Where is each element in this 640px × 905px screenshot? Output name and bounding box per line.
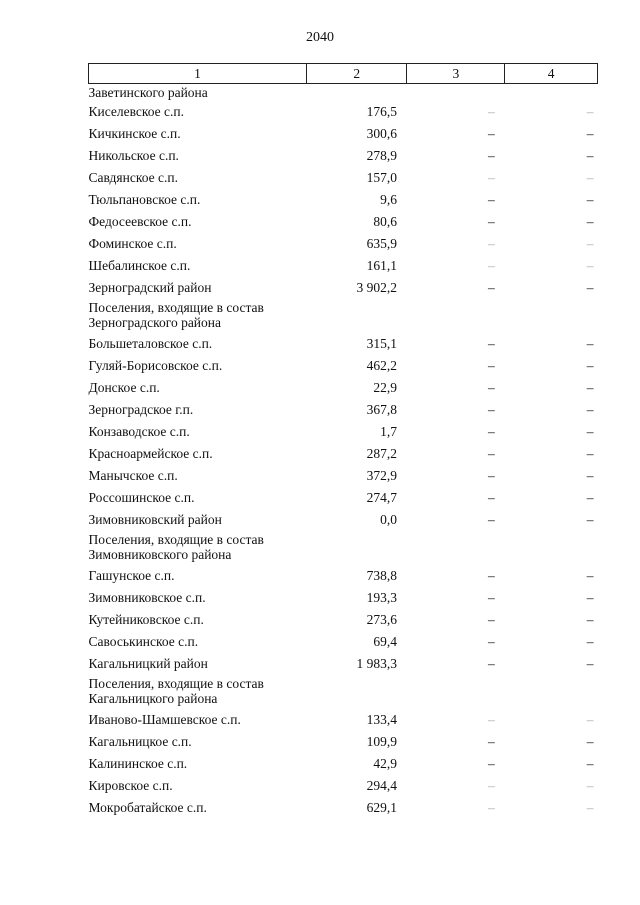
table-row [89, 377, 598, 399]
row-col4: – [586, 424, 594, 439]
column-header-3: 3 [407, 64, 505, 84]
table-row [89, 145, 598, 167]
row-col4: – [586, 148, 594, 163]
row-col3: – [487, 402, 495, 417]
row-col4: – [586, 490, 594, 505]
table-row [89, 775, 598, 797]
row-value: 274,7 [366, 490, 397, 505]
row-name: Зерноградский район [88, 280, 212, 295]
table-row [89, 731, 598, 753]
column-header-2: 2 [307, 64, 407, 84]
row-value: 300,6 [366, 126, 397, 141]
table-row [89, 101, 598, 123]
table-row [89, 565, 598, 587]
row-value: 161,1 [366, 258, 397, 273]
row-name: Зерноградское г.п. [88, 402, 194, 417]
row-name: Савдянское с.п. [88, 170, 178, 185]
row-col3: – [487, 148, 495, 163]
row-name: Калининское с.п. [88, 756, 188, 771]
table-row [89, 299, 598, 333]
row-col3: – [487, 712, 495, 727]
table-row [89, 487, 598, 509]
table-row [89, 399, 598, 421]
row-value: 1 983,3 [356, 656, 397, 671]
row-name: Федосеевское с.п. [88, 214, 192, 229]
row-name: Кичкинское с.п. [88, 126, 181, 141]
row-col4: – [586, 756, 594, 771]
row-name: Россошинское с.п. [88, 490, 195, 505]
row-name: Поселения, входящие в состав Зимовниковского района [88, 531, 264, 562]
row-name: Мокробатайское с.п. [88, 800, 207, 815]
row-value: 287,2 [366, 446, 397, 461]
row-col4: – [586, 214, 594, 229]
row-name: Поселения, входящие в состав Кагальницкого района [88, 675, 264, 706]
table-row [89, 443, 598, 465]
row-col3 [407, 531, 505, 565]
table-row [89, 167, 598, 189]
row-value: 367,8 [366, 402, 397, 417]
row-name: Донское с.п. [88, 380, 160, 395]
row-col4: – [586, 512, 594, 527]
table-row [89, 709, 598, 731]
row-col3: – [487, 612, 495, 627]
row-col4: – [586, 612, 594, 627]
row-col4 [505, 531, 598, 565]
row-col3: – [487, 778, 495, 793]
row-col4: – [586, 104, 594, 119]
table-row [89, 653, 598, 675]
row-col4: – [586, 380, 594, 395]
page-number: 2040 [306, 30, 334, 45]
row-value: 629,1 [366, 800, 397, 815]
row-name: Кировское с.п. [88, 778, 173, 793]
row-value [307, 84, 407, 101]
row-value [307, 675, 407, 709]
row-col3: – [487, 634, 495, 649]
row-name: Шебалинское с.п. [88, 258, 191, 273]
table-row [89, 255, 598, 277]
table-row [89, 333, 598, 355]
row-col4 [505, 675, 598, 709]
row-value: 193,3 [366, 590, 397, 605]
row-col3: – [487, 490, 495, 505]
row-value: 157,0 [366, 170, 397, 185]
row-col3 [407, 84, 505, 101]
row-col3: – [487, 590, 495, 605]
row-name: Гашунское с.п. [88, 568, 175, 583]
row-col4: – [586, 170, 594, 185]
row-col3: – [487, 568, 495, 583]
row-name: Зимовниковское с.п. [88, 590, 206, 605]
row-col3: – [487, 214, 495, 229]
row-name: Никольское с.п. [88, 148, 179, 163]
table-row [89, 753, 598, 775]
row-value: 69,4 [373, 634, 397, 649]
table-row [89, 277, 598, 299]
row-col4: – [586, 336, 594, 351]
row-value: 80,6 [373, 214, 397, 229]
row-col4 [505, 84, 598, 101]
row-value: 9,6 [380, 192, 397, 207]
row-value: 0,0 [380, 512, 397, 527]
table-header-row [89, 64, 598, 84]
row-col3: – [487, 126, 495, 141]
row-value: 1,7 [380, 424, 397, 439]
data-table [88, 63, 598, 819]
row-col3: – [487, 192, 495, 207]
row-col3: – [487, 280, 495, 295]
row-col4: – [586, 402, 594, 417]
table-row [89, 509, 598, 531]
table-row [89, 189, 598, 211]
table-row [89, 421, 598, 443]
row-value: 109,9 [366, 734, 397, 749]
table-row [89, 233, 598, 255]
row-col3: – [487, 512, 495, 527]
row-col4: – [586, 358, 594, 373]
table-row [89, 531, 598, 565]
row-col3: – [487, 446, 495, 461]
row-col4: – [586, 778, 594, 793]
row-col4: – [586, 634, 594, 649]
row-col3 [407, 675, 505, 709]
row-col4: – [586, 468, 594, 483]
row-name: Кагальницкий район [88, 656, 208, 671]
table-row [89, 211, 598, 233]
row-value [307, 299, 407, 333]
row-col3: – [487, 236, 495, 251]
row-col3: – [487, 734, 495, 749]
row-name: Конзаводское с.п. [88, 424, 190, 439]
row-col3: – [487, 380, 495, 395]
row-col4: – [586, 712, 594, 727]
table-row [89, 675, 598, 709]
row-col3: – [487, 258, 495, 273]
row-col3: – [487, 800, 495, 815]
row-col3: – [487, 756, 495, 771]
row-col3: – [487, 656, 495, 671]
row-col3: – [487, 104, 495, 119]
table-row [89, 84, 598, 101]
row-col4 [505, 299, 598, 333]
row-col3: – [487, 468, 495, 483]
row-col4: – [586, 236, 594, 251]
row-value: 42,9 [373, 756, 397, 771]
table-row [89, 587, 598, 609]
row-value: 372,9 [366, 468, 397, 483]
row-col4: – [586, 280, 594, 295]
row-col4: – [586, 192, 594, 207]
row-name: Савоськинское с.п. [88, 634, 199, 649]
row-value: 315,1 [366, 336, 397, 351]
row-value: 3 902,2 [356, 280, 397, 295]
row-col4: – [586, 734, 594, 749]
column-header-4: 4 [505, 64, 598, 84]
row-col3: – [487, 424, 495, 439]
row-col4: – [586, 590, 594, 605]
row-col3: – [487, 170, 495, 185]
row-name: Кутейниковское с.п. [88, 612, 204, 627]
row-value: 294,4 [366, 778, 397, 793]
row-value: 278,9 [366, 148, 397, 163]
row-name: Киселевское с.п. [88, 104, 185, 119]
row-value: 273,6 [366, 612, 397, 627]
row-name: Красноармейское с.п. [88, 446, 213, 461]
table-row [89, 797, 598, 819]
row-name: Фоминское с.п. [88, 236, 177, 251]
row-col4: – [586, 446, 594, 461]
row-value: 22,9 [373, 380, 397, 395]
row-name: Зимовниковский район [88, 512, 222, 527]
row-name: Гуляй-Борисовское с.п. [88, 358, 223, 373]
table-row [89, 355, 598, 377]
row-name: Заветинского района [88, 84, 208, 100]
column-header-1: 1 [89, 64, 307, 84]
row-col3: – [487, 358, 495, 373]
row-col3 [407, 299, 505, 333]
row-name: Иваново-Шамшевское с.п. [88, 712, 241, 727]
row-value: 462,2 [366, 358, 397, 373]
table-row [89, 631, 598, 653]
row-name: Манычское с.п. [88, 468, 178, 483]
row-col4: – [586, 800, 594, 815]
row-name: Поселения, входящие в состав Зерноградского района [88, 299, 264, 330]
row-col3: – [487, 336, 495, 351]
row-col4: – [586, 126, 594, 141]
table-body [89, 84, 598, 819]
row-col4: – [586, 258, 594, 273]
row-col4: – [586, 656, 594, 671]
row-col4: – [586, 568, 594, 583]
table-row [89, 609, 598, 631]
row-name: Тюльпановское с.п. [88, 192, 201, 207]
table-row [89, 123, 598, 145]
row-value: 133,4 [366, 712, 397, 727]
row-value: 176,5 [366, 104, 397, 119]
row-value: 635,9 [366, 236, 397, 251]
row-value [307, 531, 407, 565]
table-row [89, 465, 598, 487]
row-name: Кагальницкое с.п. [88, 734, 192, 749]
row-value: 738,8 [366, 568, 397, 583]
row-name: Большеталовское с.п. [88, 336, 213, 351]
